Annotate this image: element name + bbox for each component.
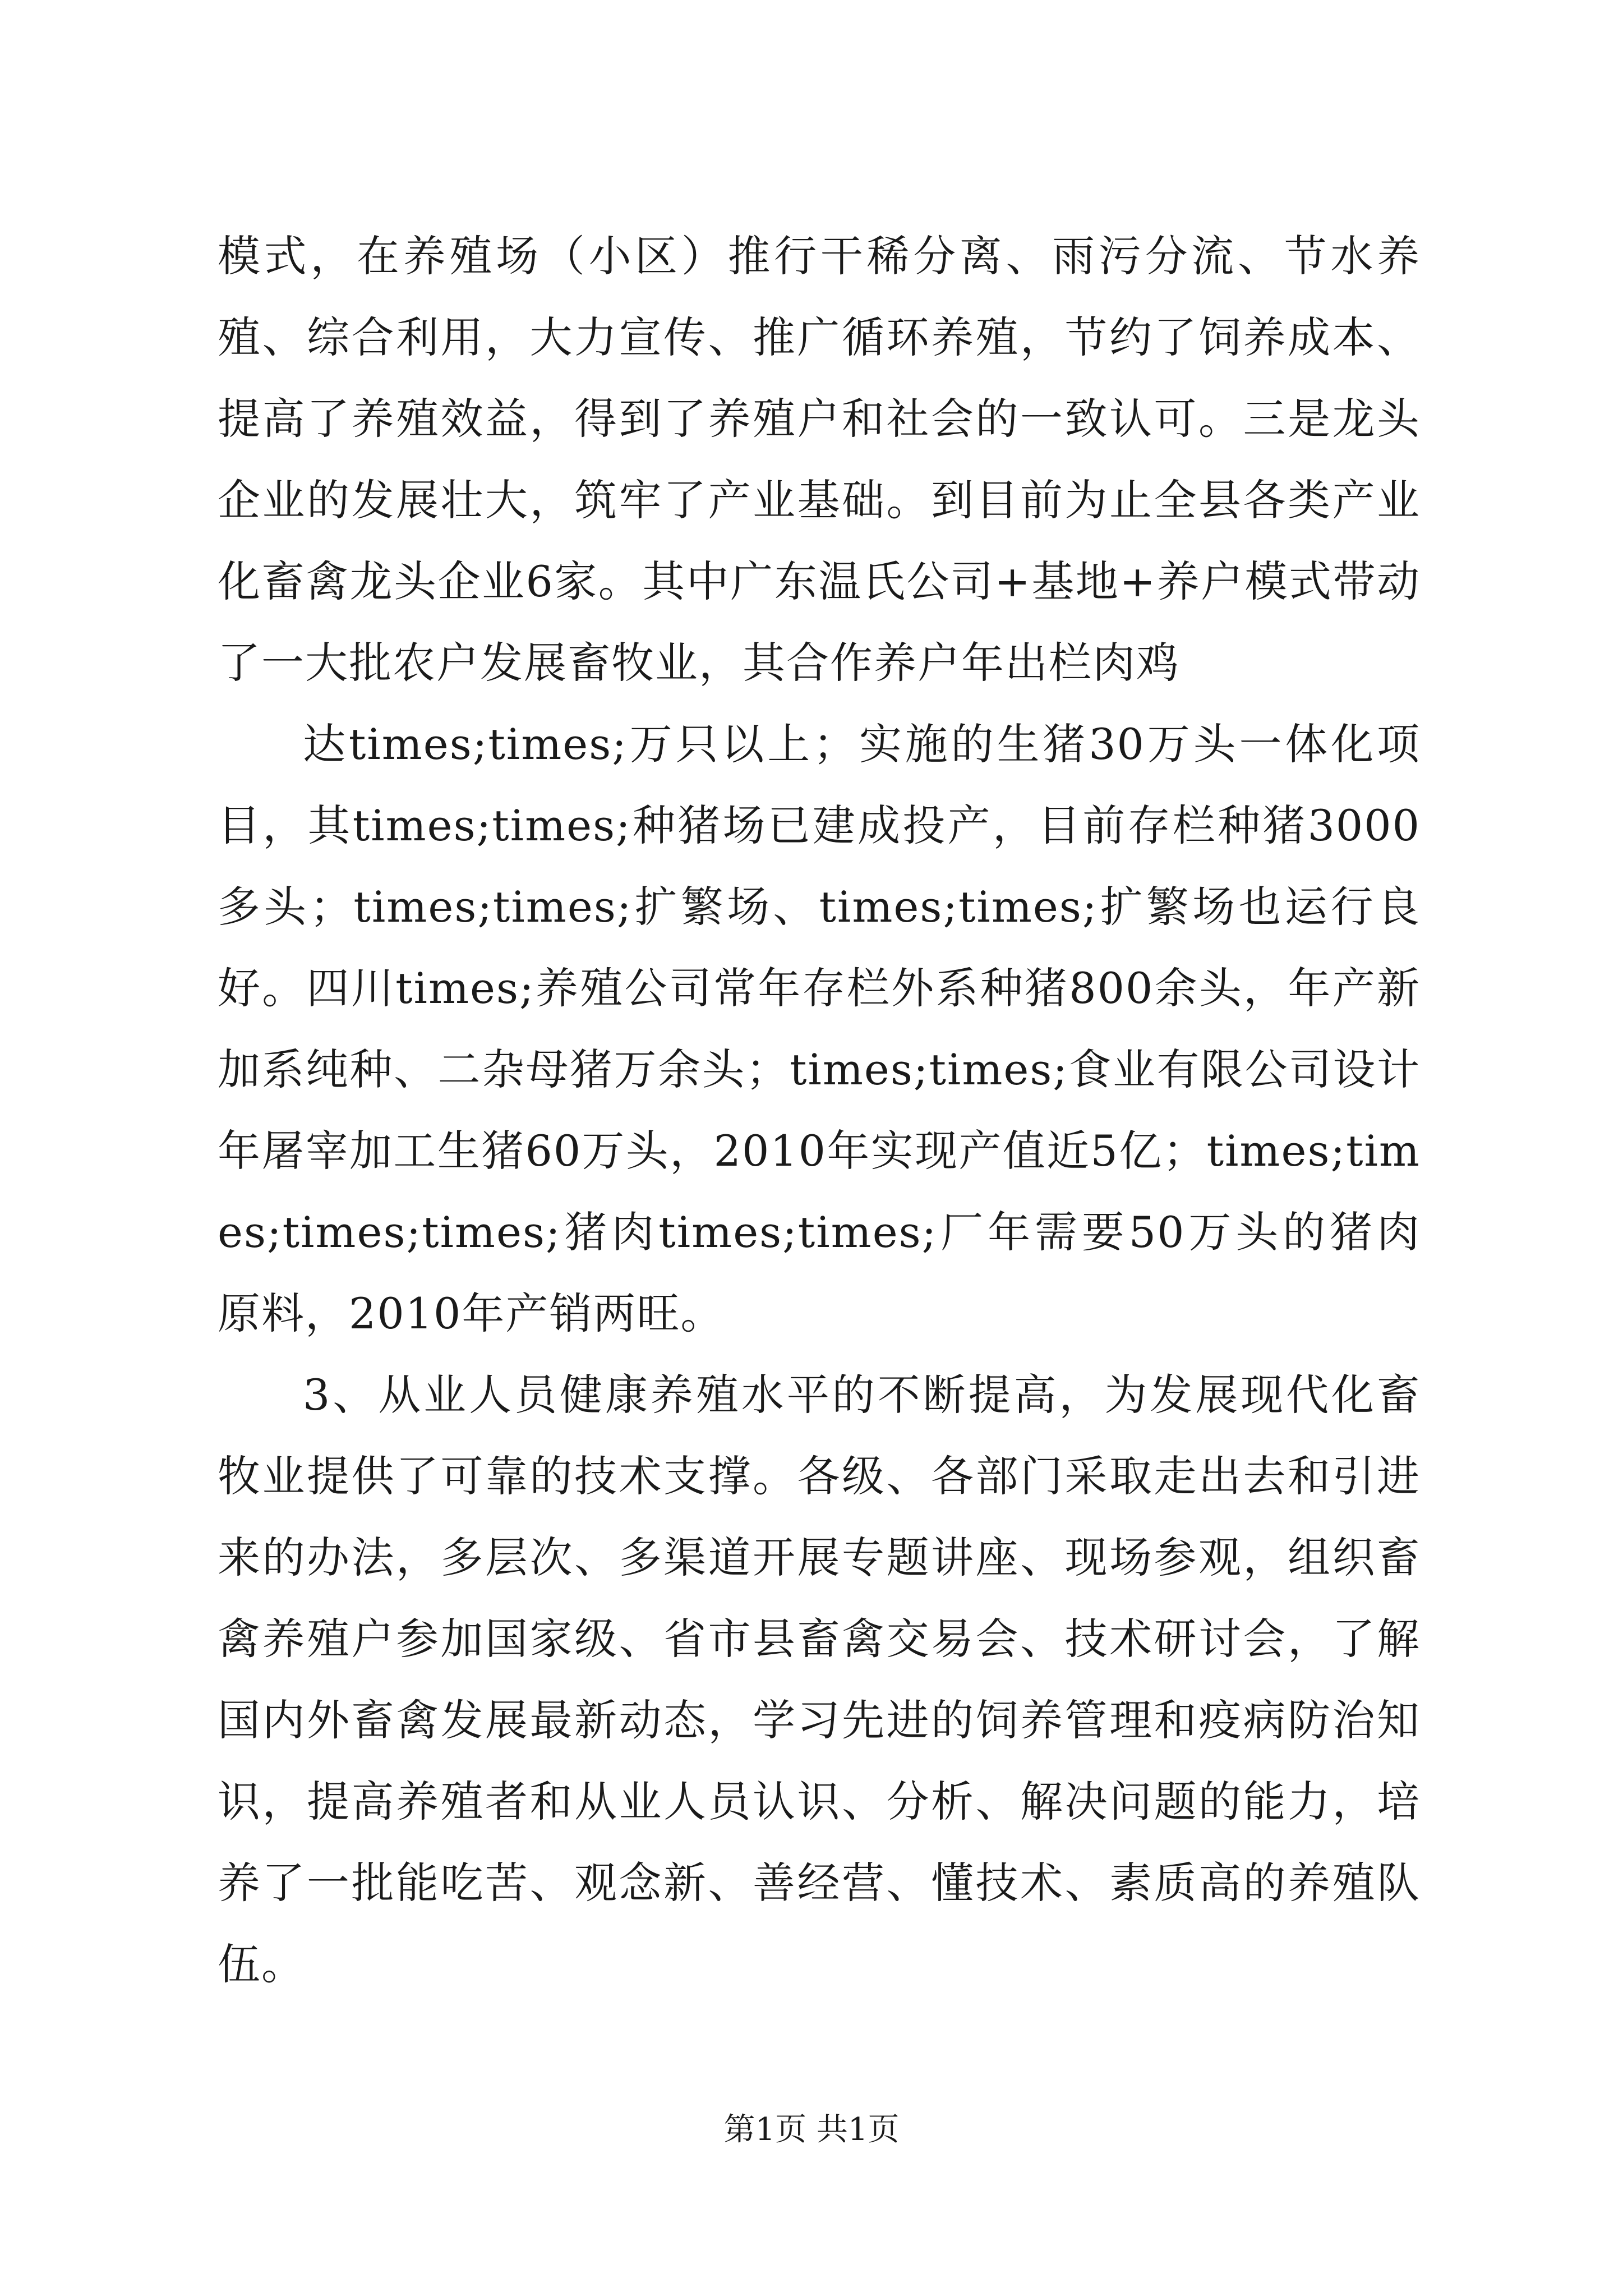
page-footer: 第1页 共1页 xyxy=(723,2111,900,2148)
body-text xyxy=(218,215,1421,2005)
paragraph-3: 3、从业人员健康养殖水平的不断提高，为发展现代化畜牧业提供了可靠的技术支撑。各级、各部门采取走出去和引进来的办法，多层次、多渠道开展专题讲座、现场参观，组织畜禽养殖户参加国家级、省市县畜禽交易会、技术研讨会，了解国内外畜禽发展最新动态，学习先进的饲养管理和疫病防治知识，提高养殖者和从业人员认识、分析、解决问题的能力，培养了一批能吃苦、观念新、善经营、懂技术、素质高的养殖队伍。 xyxy=(218,1370,1421,1989)
paragraph-1: 模式，在养殖场（小区）推行干稀分离、雨污分流、节水养殖、综合利用，大力宣传、推广循环养殖，节约了饲养成本、提高了养殖效益，得到了养殖户和社会的一致认可。三是龙头企业的发展壮大，筑牢了产业基础。到目前为止全县各类产业化畜禽龙头企业6家。其中广东温氏公司+基地+养户模式带动了一大批农户发展畜牧业，其合作养户年出栏肉鸡 xyxy=(218,231,1421,688)
paragraph-2: 达times;times;万只以上；实施的生猪30万头一体化项目，其times;times;种猪场已建成投产，目前存栏种猪3000多头；times;times;扩繁场、times;times;扩繁场也运行良好。四川times;养殖公司常年存栏外系种猪800余头，年产新加系纯种、二杂母猪万余头；times;times;食业有限公司设计年屠宰加工生猪60万头，2010年实现产值近5亿；times;times;times;times;猪肉times;times;厂年需要50万头的猪肉原料，2010年产销两旺。 xyxy=(218,719,1421,1338)
